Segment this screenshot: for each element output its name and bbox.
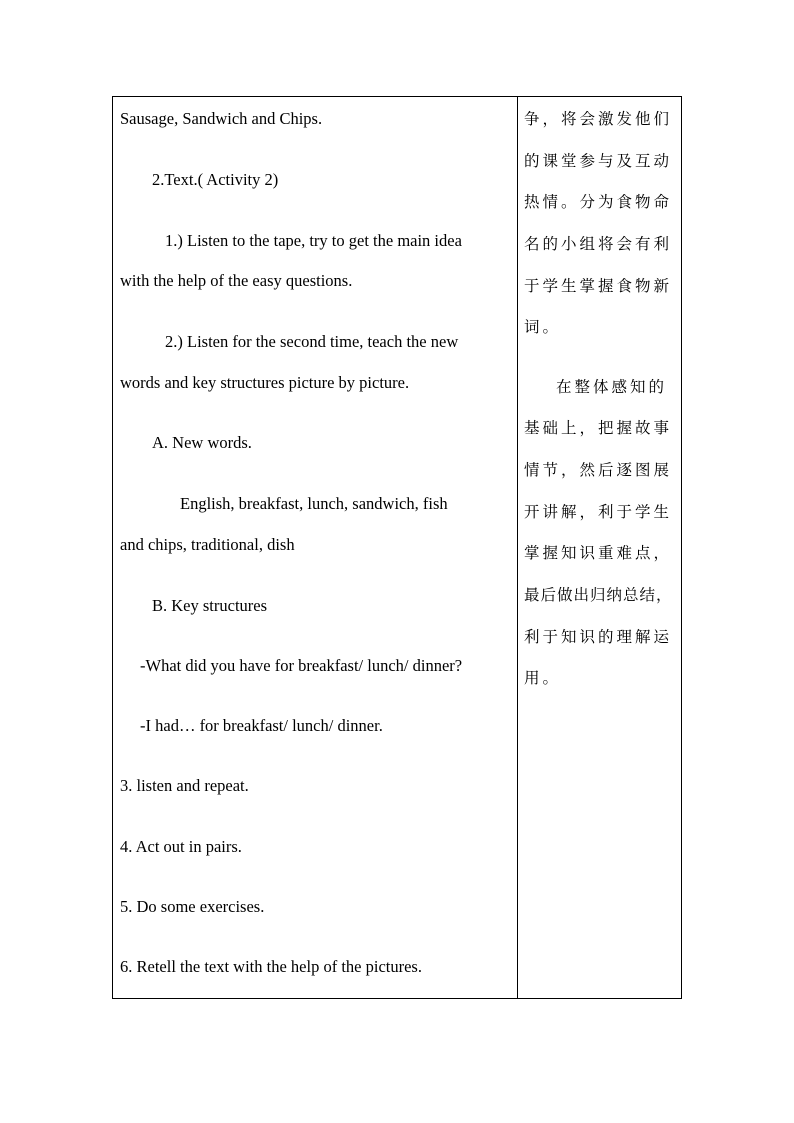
text-line: 最后做出归纳总结， (524, 586, 673, 604)
teaching-procedure-cell (113, 97, 517, 998)
text-line: A. New words. (152, 433, 252, 452)
text-line: 的课堂参与及互动 (524, 152, 673, 170)
text-line: and chips, traditional, dish (120, 535, 295, 554)
text-line: 2.Text.( Activity 2) (152, 170, 279, 189)
text-line: 开讲解，利于学生 (524, 503, 673, 521)
text-line: 3. listen and repeat. (120, 776, 249, 795)
text-line: -What did you have for breakfast/ lunch/ dinner? (140, 656, 463, 675)
text-line: 热情。分为食物命 (524, 193, 673, 211)
text-line: 6. Retell the text with the help of the pictures. (120, 957, 422, 976)
text-line: 2.) Listen for the second time, teach the new (165, 332, 459, 351)
text-line: Sausage, Sandwich and Chips. (120, 109, 323, 128)
text-line: B. Key structures (152, 596, 268, 615)
text-line: 词。 (524, 318, 562, 336)
text-line: 掌握知识重难点， (524, 544, 673, 562)
text-line: 5. Do some exercises. (120, 897, 265, 916)
text-line: with the help of the easy questions. (120, 271, 353, 290)
text-line: 名的小组将会有利 (524, 235, 673, 253)
text-line: 基础上，把握故事 (524, 419, 673, 437)
text-line: 于学生掌握食物新 (524, 277, 673, 295)
text-line: English, breakfast, lunch, sandwich, fish (180, 494, 448, 513)
text-line: 4. Act out in pairs. (120, 837, 242, 856)
text-line: words and key structures picture by picture. (120, 373, 410, 392)
text-line: 利于知识的理解运 (524, 628, 673, 646)
lesson-plan-table (112, 96, 682, 999)
design-intent-cell (518, 97, 681, 998)
text-line: 争，将会激发他们 (524, 110, 673, 128)
text-line: 在整体感知的 (556, 378, 668, 396)
text-line: 用。 (524, 669, 562, 687)
text-line: -I had… for breakfast/ lunch/ dinner. (140, 716, 383, 735)
text-line: 情节，然后逐图展 (524, 461, 673, 479)
text-line: 1.) Listen to the tape, try to get the main idea (165, 231, 462, 250)
